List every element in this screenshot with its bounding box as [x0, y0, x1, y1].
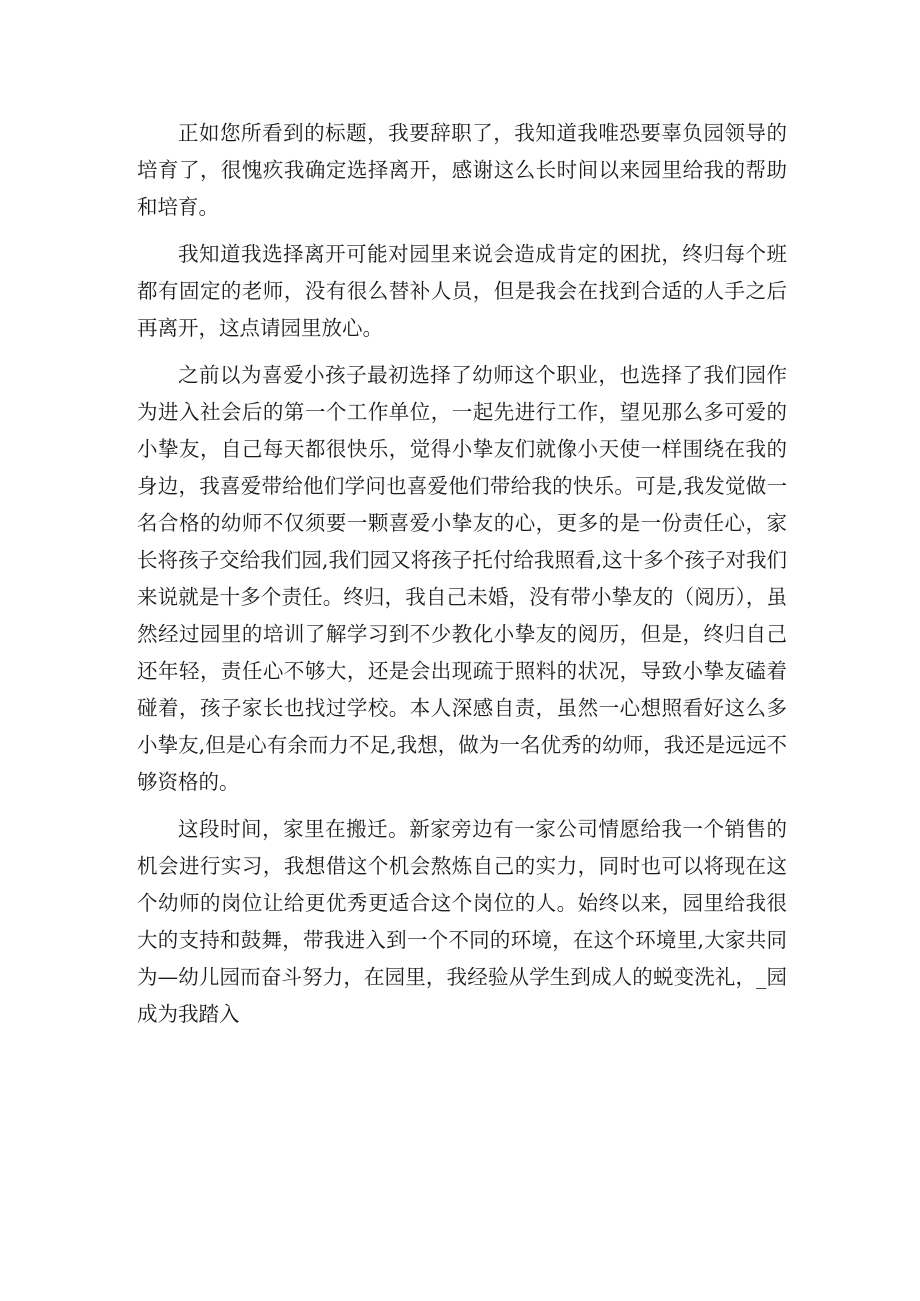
document-body [137, 115, 787, 1043]
paragraph-4: 这段时间，家里在搬迁。新家旁边有一家公司情愿给我一个销售的机会进行实习，我想借这个机会熬炼自己的实力，同时也可以将现在这个幼师的岗位让给更优秀更适合这个岗位的人。始终以来，园里给我很大的支持和鼓舞，带我进入到一个不同的环境，在这个环境里,大家共同为—幼儿园而奋斗努力，在园里，我经验从学生到成人的蜕变洗礼，_园成为我踏入 [137, 817, 787, 1026]
paragraph-2: 我知道我选择离开可能对园里来说会造成肯定的困扰，终归每个班都有固定的老师，没有很么替补人员，但是我会在找到合适的人手之后再离开，这点请园里放心。 [137, 242, 787, 340]
paragraph-1: 正如您所看到的标题，我要辞职了，我知道我唯恐要辜负园领导的培育了，很愧疚我确定选择离开，感谢这么长时间以来园里给我的帮助和培育。 [137, 121, 787, 219]
paragraph-3: 之前以为喜爱小孩子最初选择了幼师这个职业，也选择了我们园作为进入社会后的第一个工作单位，一起先进行工作，望见那么多可爱的小挚友，自己每天都很快乐，觉得小挚友们就像小天使一样围绕在我的身边，我喜爱带给他们学问也喜爱他们带给我的快乐。可是,我发觉做一名合格的幼师不仅须要一颗喜爱小挚友的心，更多的是一份责任心，家长将孩子交给我们园,我们园又将孩子托付给我照看,这十多个孩子对我们来说就是十多个责任。终归，我自己未婚，没有带小挚友的（阅历），虽然经过园里的培训了解学习到不少教化小挚友的阅历，但是，终归自己还年轻，责任心不够大，还是会出现疏于照料的状况，导致小挚友磕着碰着，孩子家长也找过学校。本人深感自责，虽然一心想照看好这么多小挚友,但是心有余而力不足,我想，做为一名优秀的幼师，我还是远远不够资格的。 [137, 363, 787, 794]
